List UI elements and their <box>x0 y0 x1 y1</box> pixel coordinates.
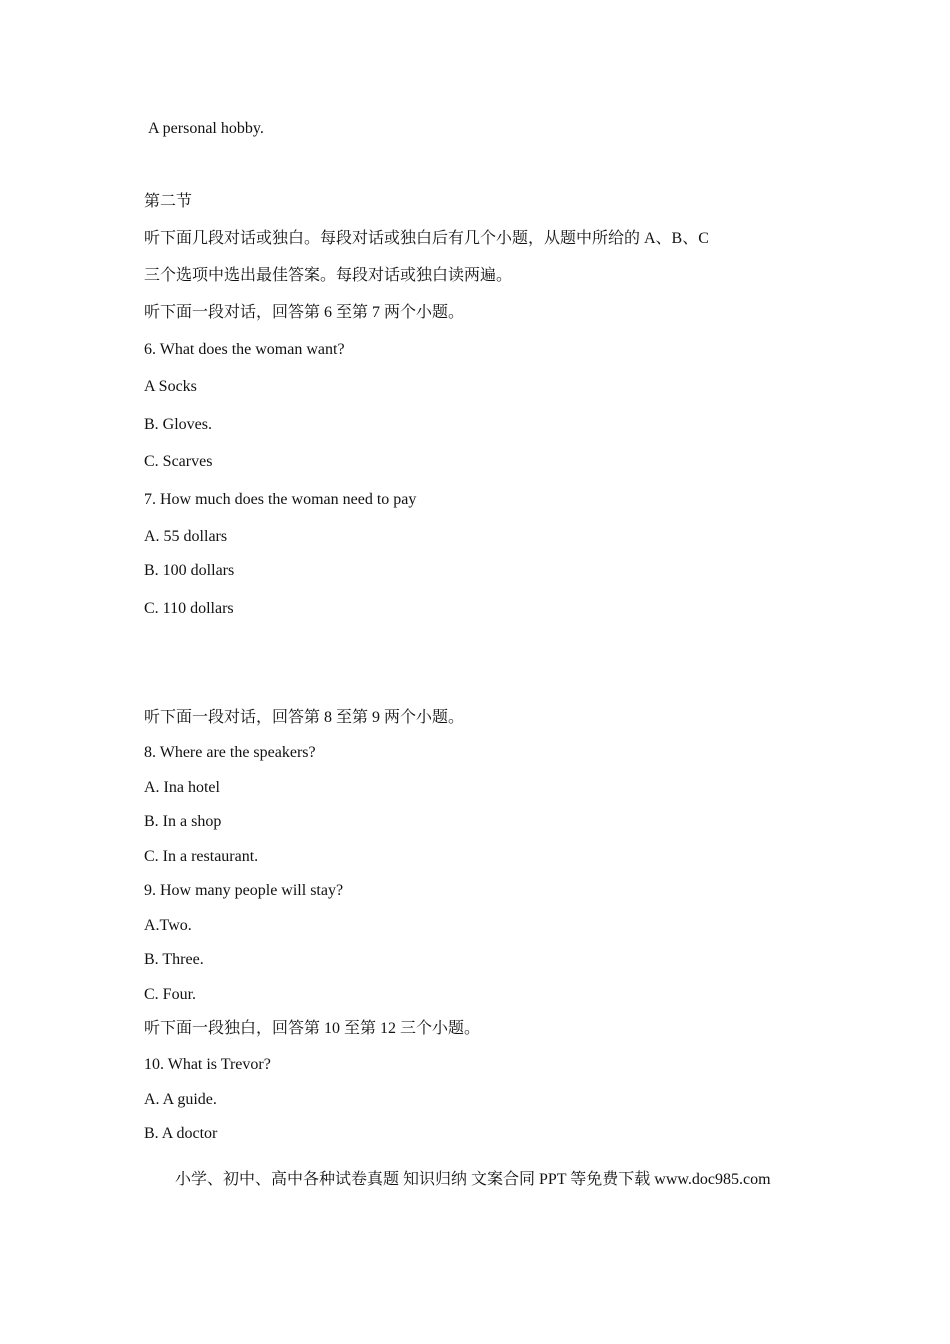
question-text: 10. What is Trevor? <box>144 1056 271 1073</box>
question-text: 6. What does the woman want? <box>144 341 345 358</box>
option-text: A Socks <box>144 378 197 395</box>
option-text: A personal hobby. <box>148 120 264 137</box>
option-text: B. 100 dollars <box>144 562 235 579</box>
option-text: C. Scarves <box>144 453 213 470</box>
option-text: A. A guide. <box>144 1091 217 1108</box>
option-text: B. Gloves. <box>144 416 212 433</box>
page-footer: 小学、初中、高中各种试卷真题 知识归纳 文案合同 PPT 等免费下载 www.doc985.com <box>175 1171 771 1188</box>
group-instruction: 听下面一段对话，回答第 8 至第 9 两个小题。 <box>144 709 465 726</box>
option-text: C. Four. <box>144 986 197 1003</box>
option-text: A. 55 dollars <box>144 528 228 545</box>
option-text: C. In a restaurant. <box>144 848 259 865</box>
option-text: A.Two. <box>144 917 192 934</box>
group-instruction: 听下面一段独白，回答第 10 至第 12 三个小题。 <box>144 1020 481 1037</box>
section-heading: 第二节 <box>144 193 193 210</box>
question-text: 7. How much does the woman need to pay <box>144 491 417 508</box>
option-text: B. Three. <box>144 951 204 968</box>
option-text: C. 110 dollars <box>144 600 234 617</box>
option-text: B. A doctor <box>144 1125 218 1142</box>
group-instruction: 听下面一段对话，回答第 6 至第 7 两个小题。 <box>144 304 465 321</box>
option-text: A. Ina hotel <box>144 779 220 796</box>
question-text: 9. How many people will stay? <box>144 882 344 899</box>
instruction-text: 听下面几段对话或独白。每段对话或独白后有几个小题，从题中所给的 A、B、C <box>144 230 709 247</box>
question-text: 8. Where are the speakers? <box>144 744 316 761</box>
option-text: B. In a shop <box>144 813 222 830</box>
instruction-text: 三个选项中选出最佳答案。每段对话或独白读两遍。 <box>144 267 513 284</box>
